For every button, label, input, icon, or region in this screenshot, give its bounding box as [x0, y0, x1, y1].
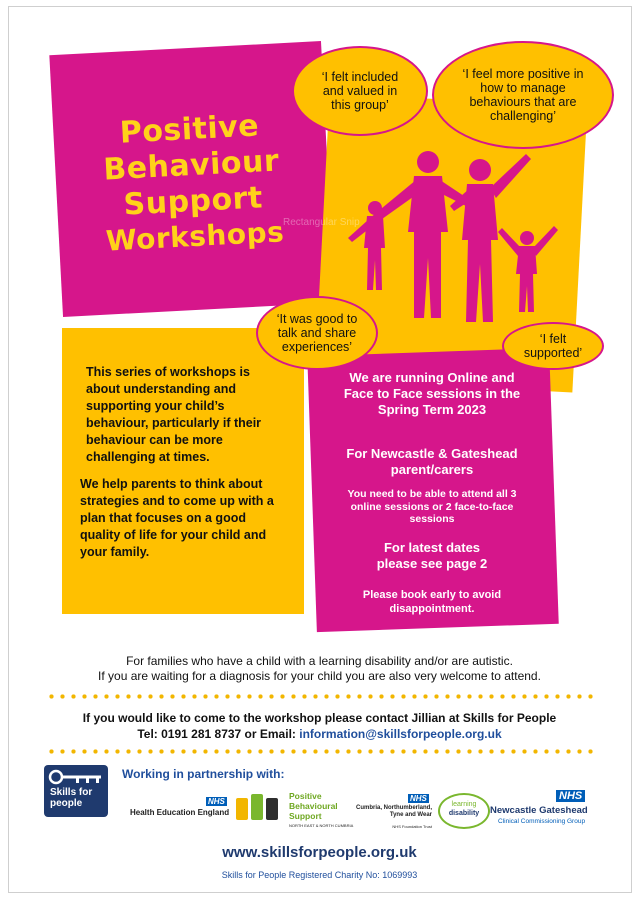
contact-line: If you would like to come to the workshop please contact Jillian at Skills for People [82, 711, 557, 725]
quote-bubble-positive [432, 41, 614, 149]
quote-bubble-included [292, 46, 428, 136]
sessions-book: Please book early to avoid disappointment. [362, 589, 502, 615]
title-line-1: Positive [118, 108, 260, 151]
cntw-logo-text: Cumbria, Northumberland, Tyne and Wear [355, 805, 432, 818]
family-silhouette-icon [340, 140, 570, 340]
dotted-divider-top [46, 694, 594, 699]
pbs-logo-subtext: NORTH EAST & NORTH CUMBRIA [289, 823, 354, 828]
quote-supported-text: ‘I felt supported’ [523, 332, 583, 360]
snip-label: Rectangular Snip [283, 217, 360, 228]
sessions-attend: You need to be able to attend all 3 online sessions or 2 face-to-face sessions [347, 488, 517, 525]
hee-nhs-badge: NHS [208, 797, 225, 806]
title-panel [49, 41, 334, 317]
info-paragraph-1: This series of workshops is about understanding and supporting your child’s behaviour, particularly if their behaviour can be more challenging at times. [86, 365, 262, 464]
hee-logo-text: Health Education England [130, 808, 230, 817]
ld-logo-top: learning [451, 801, 477, 808]
contact-tel-line [0, 727, 639, 741]
quote-bubble-supported [502, 322, 604, 370]
ncg-nhs-badge: NHS [556, 790, 585, 802]
ld-logo-bottom: disability [448, 810, 480, 817]
title-line-3: Support [122, 180, 264, 223]
contact-tel: Tel: 0191 281 8737 or Email: [137, 727, 300, 741]
contact-email-link[interactable]: information@skillsforpeople.org.uk [299, 727, 502, 741]
sessions-dates: For latest dates please see page 2 [376, 540, 488, 571]
skills-logo-text: Skills for people [50, 787, 93, 809]
quote-talk-text: ‘It was good to talk and share experiences’ [276, 312, 358, 354]
title-line-2: Behaviour [102, 143, 281, 188]
title-line-4: Workshops [104, 215, 286, 258]
info-paragraph-2: We help parents to think about strategies and to come up with a plan that focuses on a good quality of life for your child and your family. [80, 477, 274, 559]
quote-bubble-talk [256, 296, 378, 370]
quote-positive-text: ‘I feel more positive in how to manage behaviours that are challenging’ [462, 67, 584, 123]
charity-number: Skills for People Registered Charity No: 1069993 [221, 870, 418, 880]
ncg-logo-text: Newcastle Gateshead [490, 805, 588, 816]
partnership-label: Working in partnership with: [122, 767, 285, 781]
quote-included-text: ‘I felt included and valued in this group’ [321, 70, 399, 112]
pbs-logo-mark [236, 794, 280, 824]
sessions-running: We are running Online and Face to Face sessions in the Spring Term 2023 [343, 370, 521, 417]
website-link[interactable]: www.skillsforpeople.org.uk [222, 844, 417, 861]
ncg-logo-subtext: Clinical Commissioning Group [498, 818, 586, 825]
cntw-nhs-badge: NHS [410, 794, 427, 803]
cntw-logo-subtext: NHS Foundation Trust [392, 824, 432, 829]
pbs-logo-text: Positive Behavioural Support [289, 791, 338, 821]
key-icon [48, 769, 104, 785]
learning-disability-logo [438, 793, 490, 829]
families-line-2: If you are waiting for a diagnosis for your child you are also very welcome to attend. [98, 669, 541, 683]
dotted-divider-bottom [46, 749, 594, 754]
skills-for-people-logo [44, 765, 108, 817]
sessions-for-who: For Newcastle & Gateshead parent/carers [346, 446, 518, 477]
families-line-1: For families who have a child with a learning disability and/or are autistic. [126, 654, 513, 668]
